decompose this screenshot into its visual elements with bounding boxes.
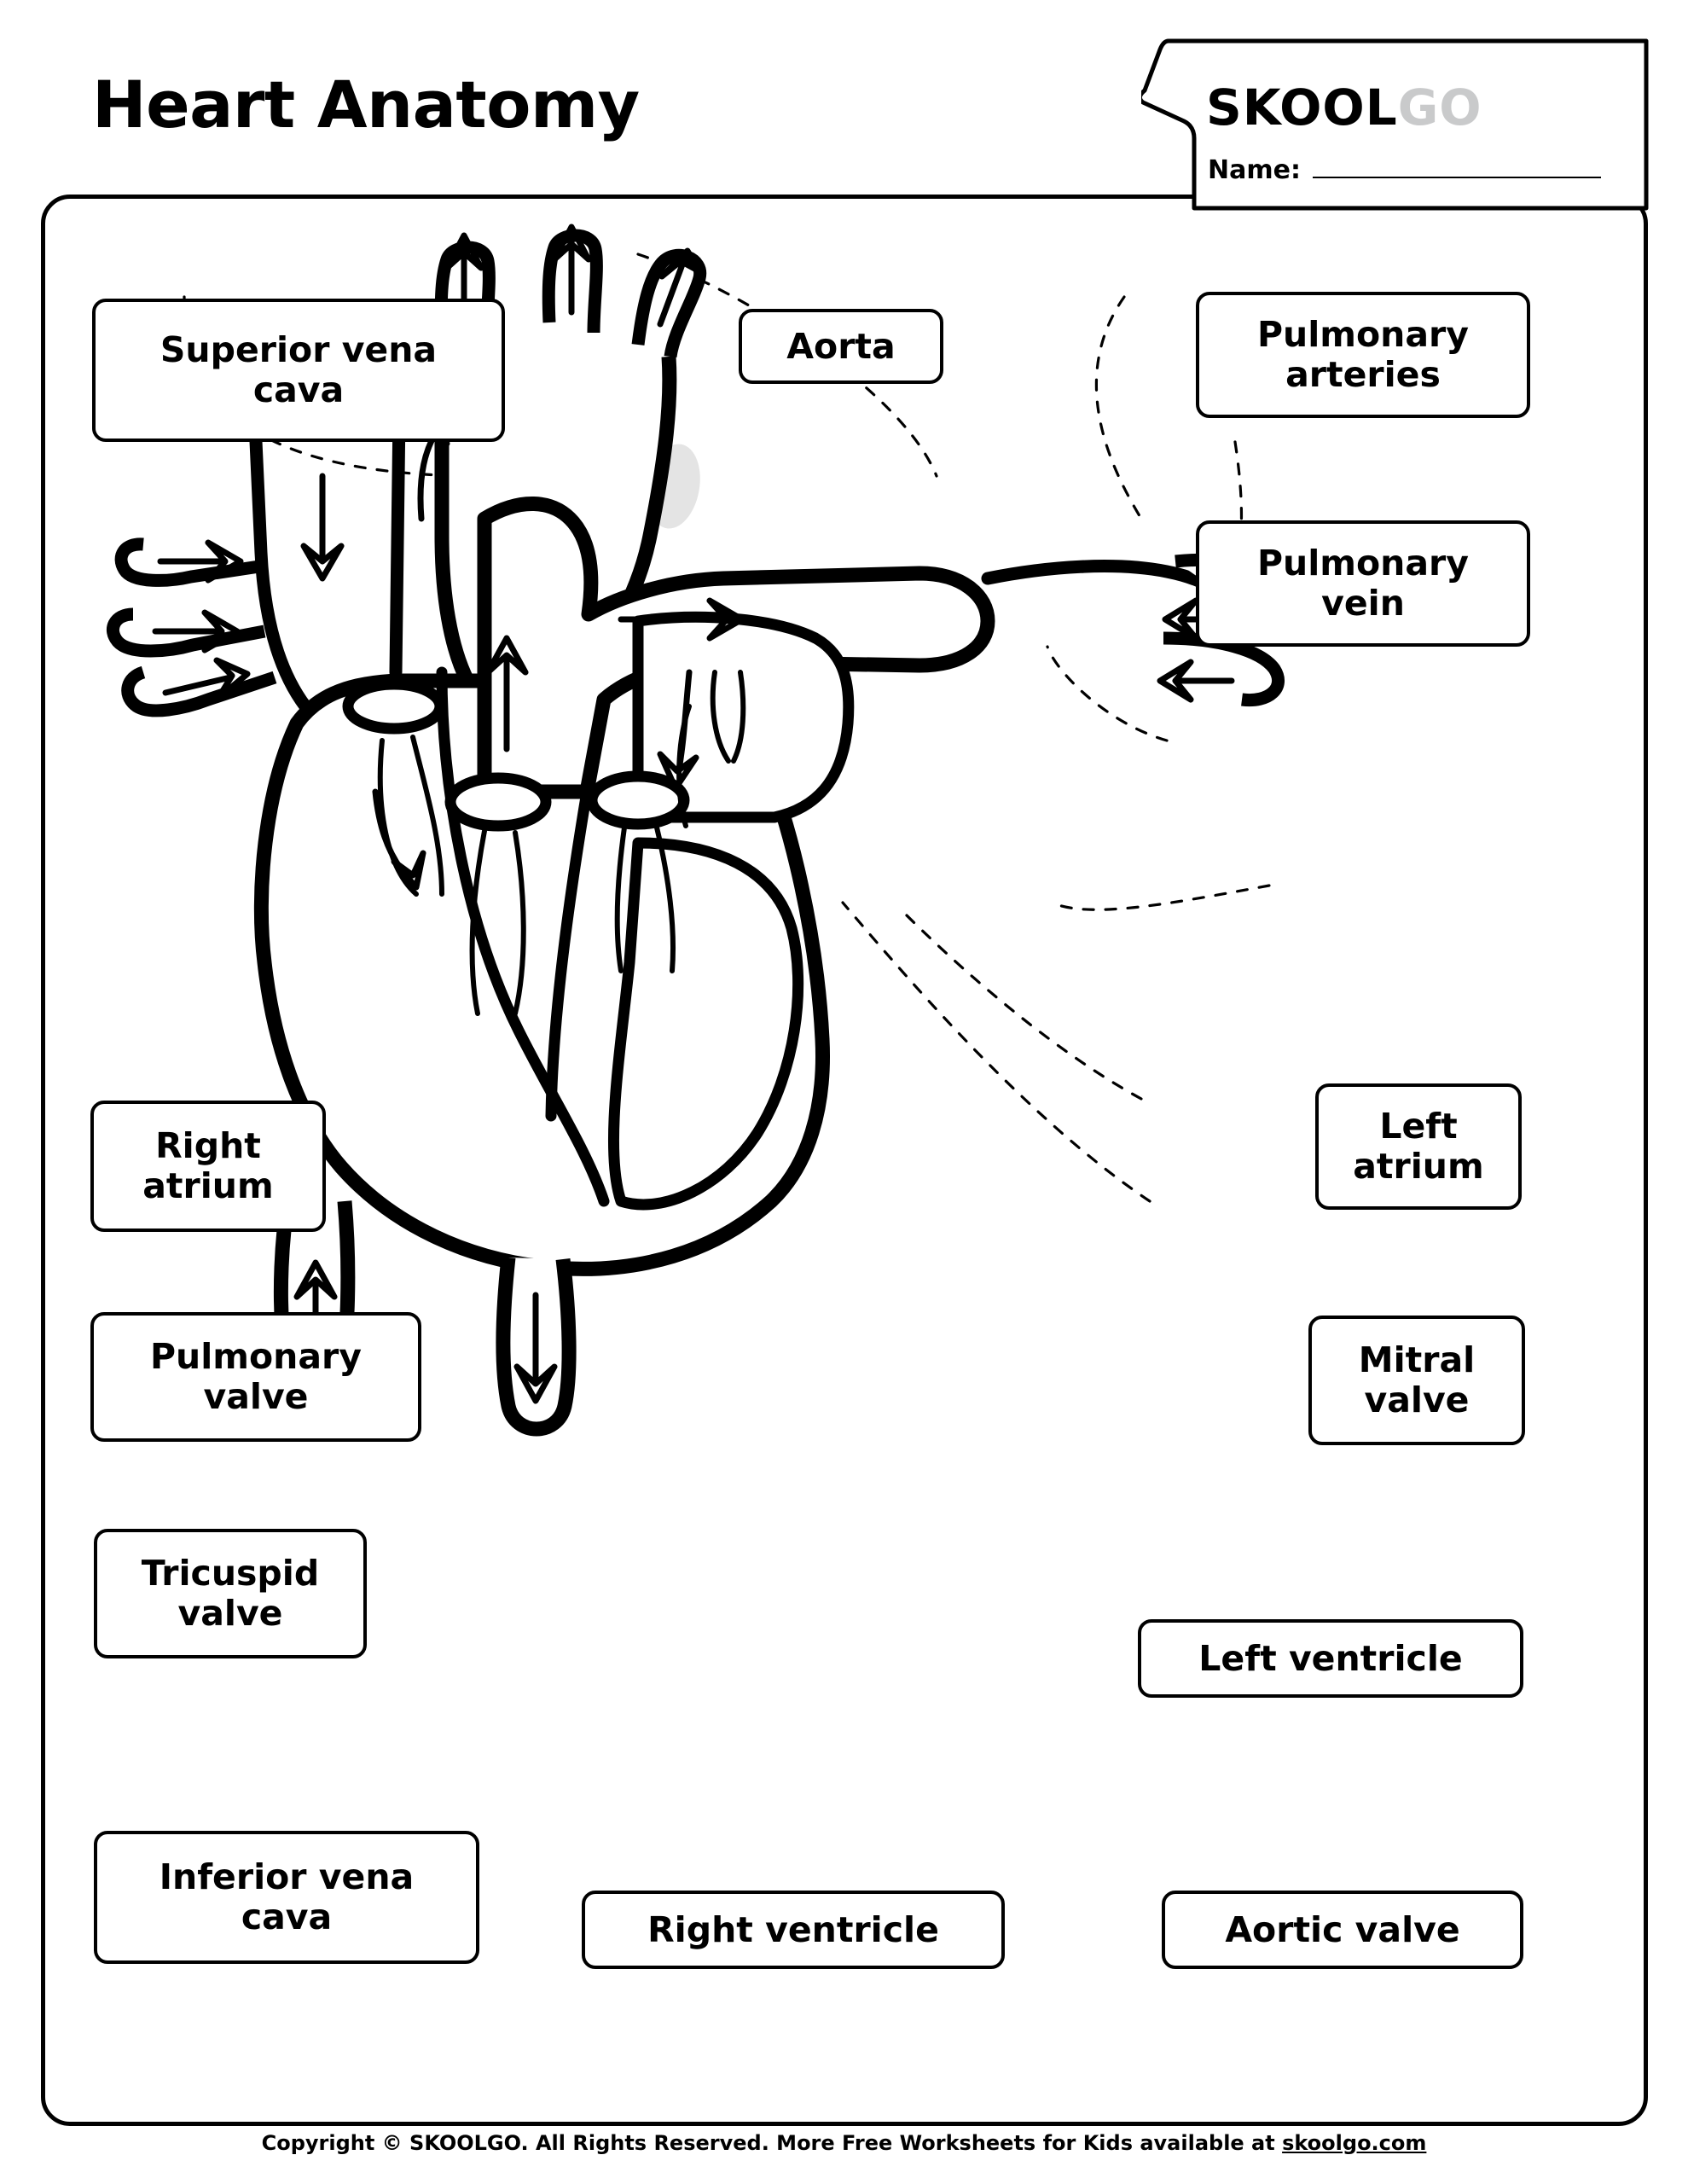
brand-logo-skool: SKOOL	[1206, 78, 1398, 136]
label-aorta[interactable]: Aorta	[739, 309, 943, 384]
label-aortic-valve[interactable]: Aortic valve	[1162, 1891, 1523, 1969]
label-left-ventricle[interactable]: Left ventricle	[1138, 1619, 1523, 1698]
right-pulmonary-vessel-3	[128, 672, 275, 711]
label-mitral-valve[interactable]: Mitral valve	[1308, 1316, 1525, 1445]
brand-logo	[1206, 78, 1482, 136]
name-field-row	[1208, 155, 1601, 185]
label-tricuspid-valve[interactable]: Tricuspid valve	[94, 1529, 367, 1658]
footer-link[interactable]: skoolgo.com	[1282, 2131, 1427, 2155]
page-title: Heart Anatomy	[92, 67, 640, 142]
name-label: Name:	[1208, 155, 1301, 185]
label-pulmonary-valve[interactable]: Pulmonary valve	[90, 1312, 421, 1442]
pulmonary-valve-ring	[348, 684, 440, 729]
brand-logo-go: GO	[1397, 78, 1482, 136]
label-right-ventricle[interactable]: Right ventricle	[582, 1891, 1005, 1969]
label-left-atrium[interactable]: Left atrium	[1315, 1083, 1522, 1210]
label-pulmonary-vein[interactable]: Pulmonary vein	[1196, 520, 1530, 647]
footer-copyright: Copyright © SKOOLGO. All Rights Reserved. More Free Worksheets for Kids available at	[261, 2131, 1283, 2155]
label-inferior-vena-cava[interactable]: Inferior vena cava	[94, 1831, 479, 1964]
tricuspid-valve-ring	[450, 778, 546, 826]
label-pulmonary-arteries[interactable]: Pulmonary arteries	[1196, 292, 1530, 418]
label-right-atrium[interactable]: Right atrium	[90, 1101, 326, 1232]
footer	[0, 2131, 1688, 2155]
brand-tab	[1141, 38, 1650, 212]
label-superior-vena-cava[interactable]: Superior vena cava	[92, 299, 505, 442]
svc-trunk	[254, 404, 305, 706]
name-input-line[interactable]	[1313, 177, 1601, 178]
